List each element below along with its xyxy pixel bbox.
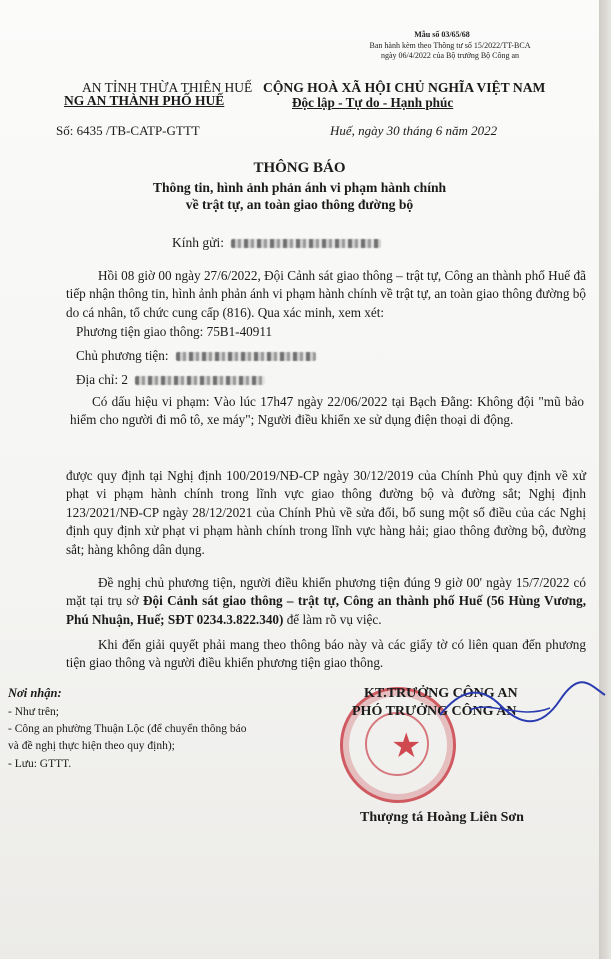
agency-line2: NG AN THÀNH PHỐ HUẾ	[64, 93, 225, 108]
recipients-item: và đề nghị thực hiện theo quy định);	[8, 740, 175, 752]
document-heading: THÔNG BÁO	[253, 160, 346, 176]
vehicle-line: Phương tiện giao thông: 75B1-40911	[76, 324, 273, 339]
owner-label: Chủ phương tiện:	[76, 348, 169, 363]
owner-line	[76, 348, 316, 364]
background-edge	[599, 0, 611, 959]
handwritten-signature	[430, 680, 610, 740]
bring-documents-paragraph: Khi đến giải quyết phải mang theo thông báo này và các giấy tờ có liên quan đến phương tiện giao thông và người điều khiển phương tiện giao thông.	[66, 637, 586, 671]
redacted-address	[135, 376, 265, 385]
body-paragraph-1: Hồi 08 giờ 00 ngày 27/6/2022, Đội Cảnh sát giao thông – trật tự, Công an thành phố Huế đã tiếp nhận thông tin, hình ảnh phản ánh vi phạm hành chính về trật tự, an toàn giao thông đường bộ do cá nhân, tổ chức cung cấp (816). Qua xác minh, xem xét:	[66, 268, 586, 320]
request-text-b: để làm rõ vụ việc.	[283, 611, 382, 627]
document-subtitle-1: Thông tin, hình ảnh phản ánh vi phạm hành chính	[152, 180, 447, 195]
recipient-line	[172, 235, 381, 251]
recipient-label: Kính gửi:	[172, 235, 224, 250]
recipients-item: - Công an phường Thuận Lộc (để chuyển thông báo	[8, 723, 247, 735]
recipients-item: - Lưu: GTTT.	[8, 758, 72, 770]
document-number: Số: 6435 /TB-CATP-GTTT	[56, 123, 200, 138]
signature-title-1: KT.TRƯỞNG CÔNG AN	[364, 686, 518, 701]
nation-title: CỘNG HOÀ XÃ HỘI CHỦ NGHĨA VIỆT NAM	[263, 80, 546, 95]
issue-date: Huế, ngày 30 tháng 6 năm 2022	[330, 123, 498, 138]
address-line	[76, 372, 265, 388]
seal-inner-ring	[365, 712, 429, 776]
signer-name: Thượng tá Hoàng Liên Sơn	[360, 810, 524, 825]
star-icon: ★	[391, 728, 422, 765]
form-number: Mẫu số 03/65/68	[414, 30, 470, 39]
regulation-paragraph	[66, 467, 586, 559]
request-text-bold: Đội Cảnh sát giao thông – trật tự, Công an thành phố Huế (56 Hùng Vương, Phú Nhuận, Huế; SĐT 0234.3.822.340)	[66, 593, 587, 627]
signature-title-2: PHÓ TRƯỞNG CÔNG AN	[352, 704, 517, 719]
request-text-a: Đề nghị chủ phương tiện, người điều khiển phương tiện đúng 9 giờ 00' ngày 15/7/2022 có mặt tại trụ sở	[66, 575, 586, 609]
form-issued-line1: Ban hành kèm theo Thông tư số 15/2022/TT-BCA	[369, 41, 531, 50]
violation-paragraph: Có dấu hiệu vi phạm: Vào lúc 17h47 ngày 22/06/2022 tại Bạch Đằng: Không đội "mũ bảo hiểm cho người đi mô tô, xe máy"; Người điều khiển xe sử dụng điện thoại di động.	[70, 394, 584, 428]
form-issued-line2: ngày 06/4/2022 của Bộ trưởng Bộ Công an	[380, 51, 520, 60]
redacted-owner	[176, 352, 316, 361]
address-label: Địa chỉ: 2	[76, 372, 129, 387]
recipients-title: Nơi nhận:	[8, 686, 62, 700]
agency-line1: AN TỈNH THỪA THIÊN HUẾ	[82, 80, 253, 95]
document-subtitle-2: về trật tự, an toàn giao thông đường bộ	[185, 197, 414, 212]
regulation-text: được quy định tại Nghị định 100/2019/NĐ-CP ngày 30/12/2019 của Chính Phủ quy định về xử phạt vi phạm hành chính trong lĩnh vực giao thông đường bộ và đường sắt; Nghị định 123/2021/NĐ-CP ngày 28/12/2021 của Chính Phủ về sửa đổi, bổ sung một số điều của các Nghị định quy định xử phạt vi phạm hành chính trong lĩnh vực hàng hải; giao thông đường bộ, đường sắt; hàng không dân dụng.	[66, 468, 586, 557]
recipients-item: - Như trên;	[8, 706, 59, 718]
request-paragraph	[66, 574, 586, 629]
nation-motto: Độc lập - Tự do - Hạnh phúc	[292, 95, 454, 110]
redacted-recipient	[231, 239, 381, 248]
